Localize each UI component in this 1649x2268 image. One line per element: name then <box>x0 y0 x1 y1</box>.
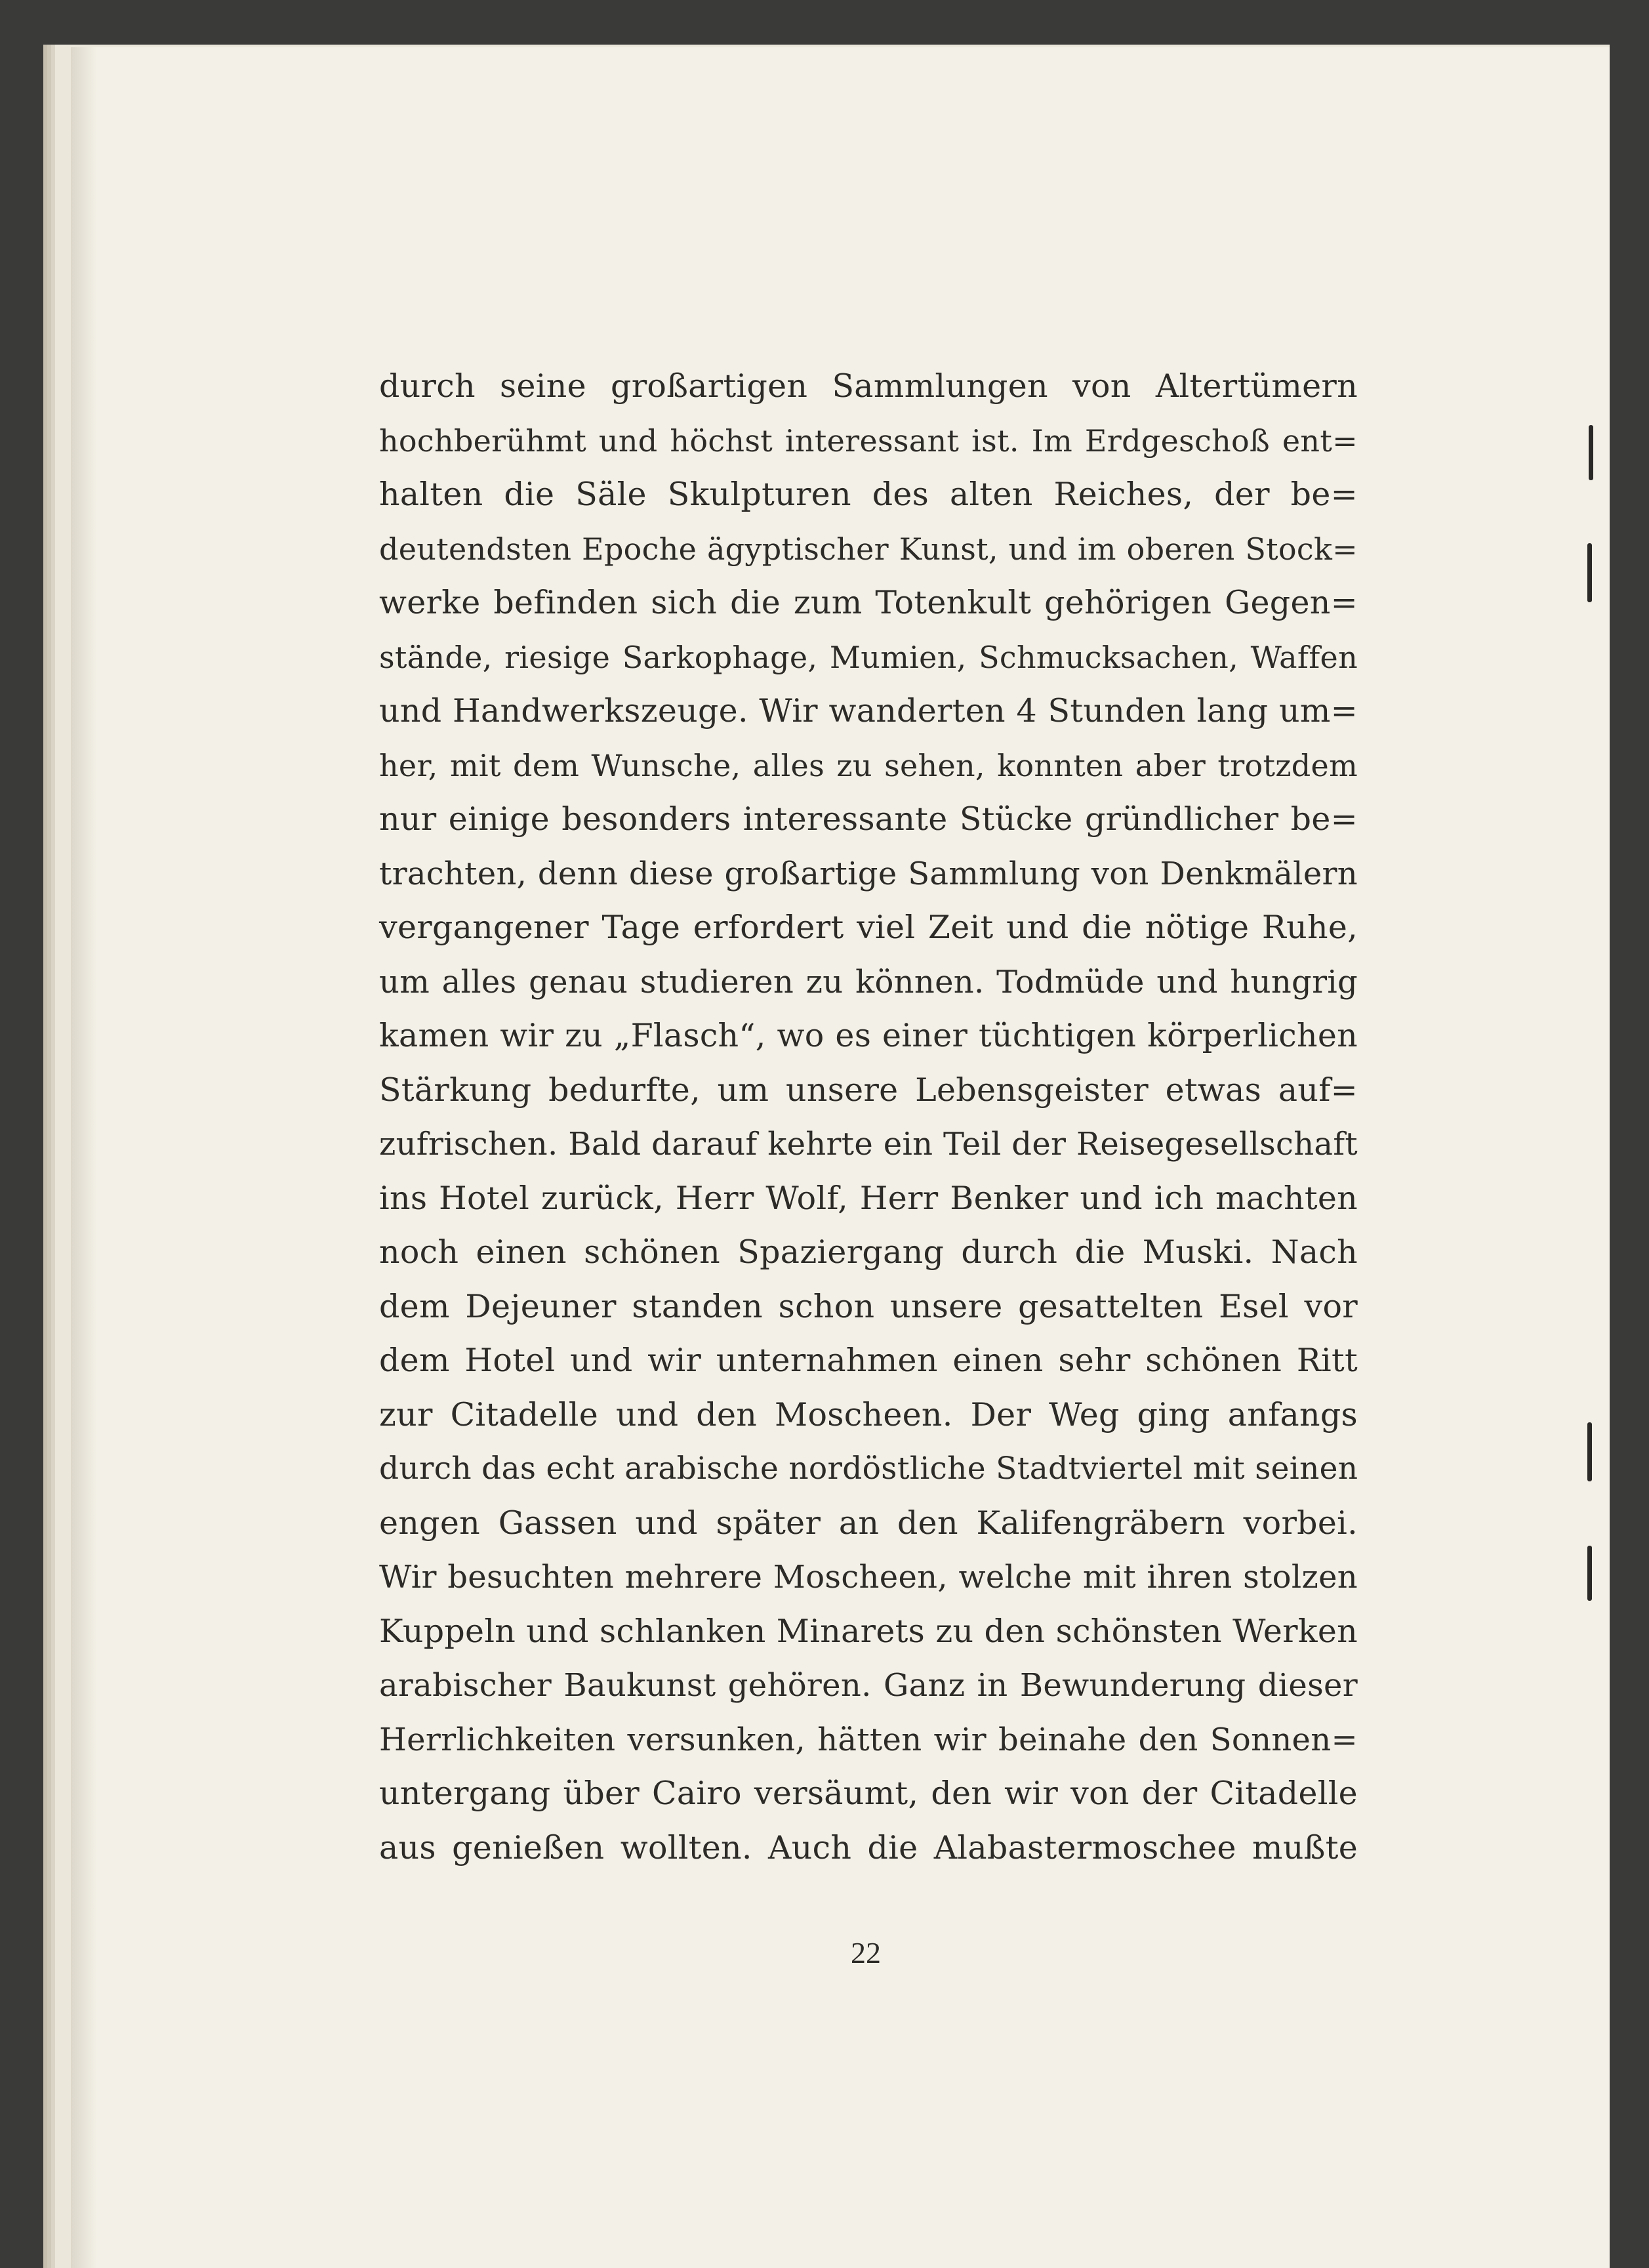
body-text <box>379 360 1358 1875</box>
text-line: zufrischen. Bald darauf kehrte ein Teil der Reisegesellschaft <box>379 1126 1358 1163</box>
text-line: dem Dejeuner standen schon unsere gesattelten Esel vor <box>379 1287 1358 1325</box>
text-line: trachten, denn diese großartige Sammlung von Denkmälern <box>379 855 1358 892</box>
gutter-shadow <box>71 47 97 2268</box>
text-line: engen Gassen und später an den Kalifengräbern vorbei. <box>379 1504 1358 1542</box>
text-line: zur Citadelle und den Moscheen. Der Weg ging anfangs <box>379 1395 1358 1433</box>
text-line: kamen wir zu „Flasch“, wo es einer tüchtigen körperlichen <box>379 1017 1358 1054</box>
text-line: noch einen schönen Spaziergang durch die Muski. Nach <box>379 1233 1358 1271</box>
text-line: durch seine großartigen Sammlungen von Altertümern <box>379 367 1358 405</box>
text-line: stände, riesige Sarkophage, Mumien, Schmucksachen, Waffen <box>379 639 1358 675</box>
text-line: vergangener Tage erfordert viel Zeit und die nötige Ruhe, <box>379 909 1358 946</box>
margin-mark <box>1587 1422 1592 1481</box>
text-line: arabischer Baukunst gehören. Ganz in Bewunderung dieser <box>379 1667 1358 1704</box>
text-line: Stärkung bedurfte, um unsere Lebensgeister etwas auf= <box>379 1071 1358 1109</box>
margin-mark <box>1587 1546 1592 1601</box>
text-line: dem Hotel und wir unternahmen einen sehr schönen Ritt <box>379 1342 1358 1379</box>
text-line: Kuppeln und schlanken Minarets zu den schönsten Werken <box>379 1612 1358 1650</box>
page-number: 22 <box>851 1936 881 1969</box>
text-line: Herrlichkeiten versunken, hätten wir beinahe den Sonnen= <box>379 1721 1358 1758</box>
text-line: um alles genau studieren zu können. Todmüde und hungrig <box>379 963 1358 1000</box>
text-line: her, mit dem Wunsche, alles zu sehen, konnten aber trotzdem <box>379 747 1358 783</box>
text-line: und Handwerkszeuge. Wir wanderten 4 Stunden lang um= <box>379 692 1358 730</box>
text-line: halten die Säle Skulpturen des alten Reiches, der be= <box>379 476 1358 513</box>
text-line: deutendsten Epoche ägyptischer Kunst, und im oberen Stock= <box>379 531 1358 567</box>
text-line: ins Hotel zurück, Herr Wolf, Herr Benker und ich machten <box>379 1179 1358 1217</box>
text-line: aus genießen wollten. Auch die Alabastermoschee mußte <box>379 1828 1358 1866</box>
text-line: Wir besuchten mehrere Moscheen, welche mit ihren stolzen <box>379 1559 1358 1596</box>
margin-mark <box>1589 425 1593 480</box>
text-line: werke befinden sich die zum Totenkult gehörigen Gegen= <box>379 584 1358 621</box>
text-line: durch das echt arabische nordöstliche Stadtviertel mit seinen <box>379 1451 1358 1487</box>
text-line: untergang über Cairo versäumt, den wir von der Citadelle <box>379 1775 1358 1812</box>
text-line: hochberühmt und höchst interessant ist. Im Erdgeschoß ent= <box>379 423 1358 459</box>
text-line: nur einige besonders interessante Stücke gründlicher be= <box>379 800 1358 838</box>
margin-mark <box>1587 543 1592 602</box>
